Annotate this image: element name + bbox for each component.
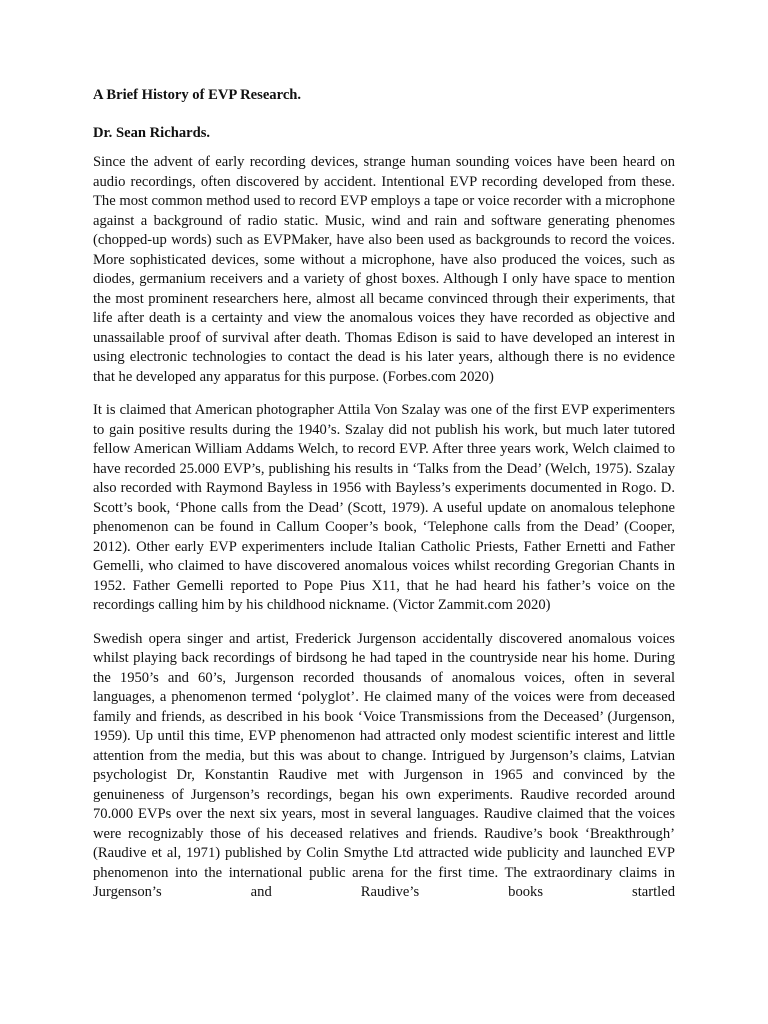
paragraph-3: Swedish opera singer and artist, Frederick Jurgenson accidentally discovered anomalous voices whilst playing back recordings of birdsong he had taped in the countryside near his home. During the 1950’s and 60’s, Jurgenson recorded thousands of anomalous voices, often in several languages, a phenomenon termed ‘polyglot’. He claimed many of the voices were from deceased family and friends, as described in his book ‘Voice Transmissions from the Deceased’ (Jurgenson, 1959). Up until this time, EVP phenomenon had attracted only modest scientific interest and little attention from the media, but this was about to change. Intrigued by Jurgenson’s claims, Latvian psychologist Dr, Konstantin Raudive met with Jurgenson in 1965 and convinced by the genuineness of Jurgenson’s recordings, began his own experiments. Raudive recorded around 70.000 EVPs over the next six years, most in several languages. Raudive claimed that the voices were recognizably those of his deceased relatives and friends. Raudive’s book ‘Breakthrough’ (Raudive et al, 1971) published by Colin Smythe Ltd attracted wide publicity and launched EVP phenomenon into the international public arena for the first time. The extraordinary claims in Jurgenson’s and Raudive’s books startled (93, 630, 675, 900)
document-author: Dr. Sean Richards. (93, 124, 211, 141)
document-title: A Brief History of EVP Research. (93, 87, 302, 103)
paragraph-1: Since the advent of early recording devices, strange human sounding voices have been heard on audio recordings, often discovered by accident. Intentional EVP recording developed from these. The most common method used to record EVP employs a tape or voice recorder with a microphone against a background of radio static. Music, wind and rain and software generating phenomes (chopped-up words) such as EVPMaker, have also been used as backgrounds to record the voices. More sophisticated devices, some without a microphone, have also produced the voices, such as diodes, germanium receivers and a variety of ghost boxes. Although I only have space to mention the most prominent researchers here, almost all became convinced through their experiments, that life after death is a certainty and view the anomalous voices they have recorded as objective and unassailable proof of survival after death. Thomas Edison is said to have developed an interest in using electronic technologies to contact the dead is his later years, although there is no evidence that he developed any apparatus for this purpose. (Forbes.com 2020) (93, 154, 675, 385)
document-page (93, 86, 675, 917)
paragraph-2: It is claimed that American photographer Attila Von Szalay was one of the first EVP experimenters to gain positive results during the 1940’s. Szalay did not publish his work, but much later tutored fellow American William Addams Welch, to record EVP. After three years work, Welch claimed to have recorded 25.000 EVP’s, publishing his results in ‘Talks from the Dead’ (Welch, 1975). Szalay also recorded with Raymond Bayless in 1956 with Bayless’s experiments documented in Rogo. D. Scott’s book, ‘Phone calls from the Dead’ (Scott, 1979). A useful update on anomalous telephone phenomenon can be found in Callum Cooper’s book, ‘Telephone calls from the Dead’ (Cooper, 2012). Other early EVP experimenters include Italian Catholic Priests, Father Ernetti and Father Gemelli, who claimed to have discovered anomalous voices whilst recording Gregorian Chants in 1952. Father Gemelli reported to Pope Pius X11, that he had heard his father’s voice on the recordings calling him by his childhood nickname. (Victor Zammit.com 2020) (93, 402, 675, 613)
